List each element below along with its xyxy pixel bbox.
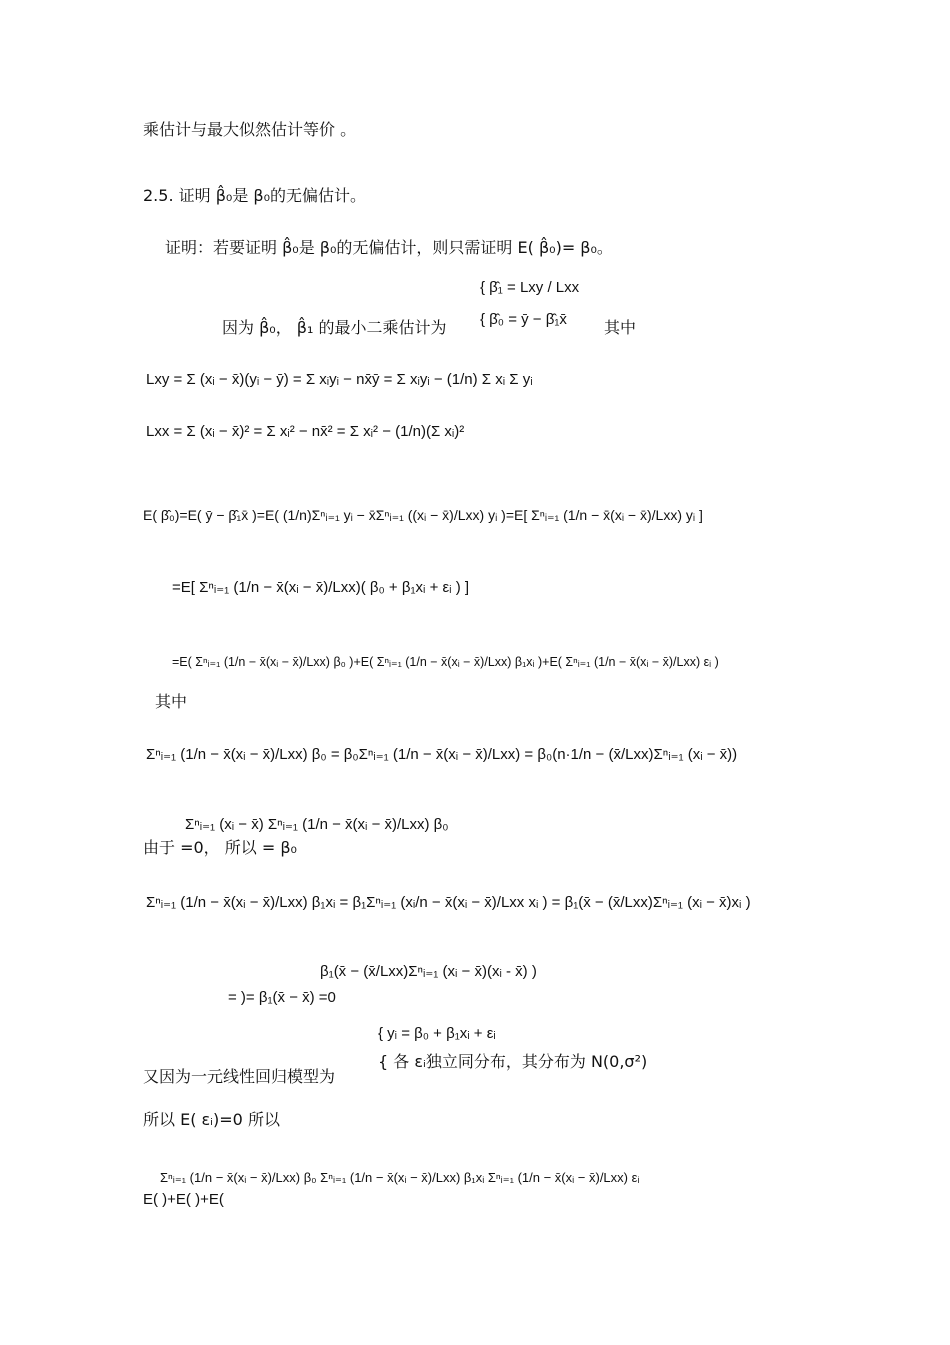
term-beta1-continued-top: β₁(x̄ − (x̄/Lxx)Σⁿᵢ₌₁ (xᵢ − x̄)(xᵢ - x̄) ) — [320, 963, 537, 980]
model-equation: { yᵢ = β₀ + β₁xᵢ + εᵢ — [378, 1025, 496, 1042]
estimator-intro: 因为 β̂₀， β̂₁ 的最小二乘估计为 — [222, 318, 447, 337]
expectation-line-2: =E[ Σⁿᵢ₌₁ (1/n − x̄(xᵢ − x̄)/Lxx)( β₀ + β₁xᵢ + εᵢ ) ] — [172, 579, 470, 596]
model-assumption: { 各 εᵢ独立同分布，其分布为 N(0,σ²) — [378, 1052, 648, 1071]
proof-intro: 证明：若要证明 β̂₀是 β₀的无偏估计，则只需证明 E( β̂₀)= β₀。 — [165, 238, 613, 257]
where-label-2: 其中 — [155, 692, 188, 711]
final-expectation: E( )+E( )+E( — [143, 1191, 224, 1208]
section-heading-2-5: 2.5. 证明 β̂₀是 β₀的无偏估计。 — [143, 186, 367, 205]
term-beta1-expansion: Σⁿᵢ₌₁ (1/n − x̄(xᵢ − x̄)/Lxx) β₁xᵢ = β₁Σⁿᵢ₌₁ (xᵢ/n − x̄(xᵢ − x̄)/Lxx xᵢ ) = β₁(x̄ − (x̄/Lxx)Σⁿᵢ₌₁ (xᵢ − x̄)xᵢ ) — [146, 894, 751, 911]
expectation-line-1: E( β̂₀)=E( ȳ − β̂₁x̄ )=E( (1/n)Σⁿᵢ₌₁ yᵢ − x̄Σⁿᵢ₌₁ ((xᵢ − x̄)/Lxx) yᵢ )=E[ Σⁿᵢ₌₁ (1/n − x̄(xᵢ − x̄)/Lxx) yᵢ ] — [143, 507, 703, 523]
text-line-1: 乘估计与最大似然估计等价 。 — [143, 120, 357, 139]
formula-lxx: Lxx = Σ (xᵢ − x̄)² = Σ xᵢ² − nx̄² = Σ xᵢ² − (1/n)(Σ xᵢ)² — [146, 423, 465, 440]
error-expectation: 所以 E( εᵢ)=0 所以 — [143, 1110, 280, 1129]
where-label-1: 其中 — [604, 318, 637, 337]
model-intro: 又因为一元线性回归模型为 — [143, 1067, 336, 1086]
estimator-beta0: { β̂₀ = ȳ − β̂₁x̄ — [480, 311, 567, 328]
term-beta1-continued: = )= β₁(x̄ − x̄) =0 — [228, 989, 336, 1006]
sum-deviation-zero: 由于 =0， 所以 = β₀ — [143, 838, 297, 857]
formula-lxy: Lxy = Σ (xᵢ − x̄)(yᵢ − ȳ) = Σ xᵢyᵢ − nx̄ȳ = Σ xᵢyᵢ − (1/n) Σ xᵢ Σ yᵢ — [146, 371, 533, 388]
term-beta0-expansion: Σⁿᵢ₌₁ (1/n − x̄(xᵢ − x̄)/Lxx) β₀ = β₀Σⁿᵢ₌₁ (1/n − x̄(xᵢ − x̄)/Lxx) = β₀(n·1/n − (x̄/Lxx)Σⁿᵢ₌₁ (xᵢ − x̄)) — [146, 746, 738, 763]
final-expectation-sums: Σⁿᵢ₌₁ (1/n − x̄(xᵢ − x̄)/Lxx) β₀ Σⁿᵢ₌₁ (1/n − x̄(xᵢ − x̄)/Lxx) β₁xᵢ Σⁿᵢ₌₁ (1/n − x̄(xᵢ − x̄)/Lxx) εᵢ — [160, 1170, 640, 1185]
sum-deviation-zero-top: Σⁿᵢ₌₁ (xᵢ − x̄) Σⁿᵢ₌₁ (1/n − x̄(xᵢ − x̄)/Lxx) β₀ — [185, 816, 449, 833]
expectation-line-3: =E( Σⁿᵢ₌₁ (1/n − x̄(xᵢ − x̄)/Lxx) β₀ )+E( Σⁿᵢ₌₁ (1/n − x̄(xᵢ − x̄)/Lxx) β₁xᵢ )+E( Σⁿᵢ₌₁ (1/n − x̄(xᵢ − x̄)/Lxx) εᵢ ) — [172, 655, 719, 669]
estimator-beta1: { β̂₁ = Lxy / Lxx — [480, 279, 580, 296]
